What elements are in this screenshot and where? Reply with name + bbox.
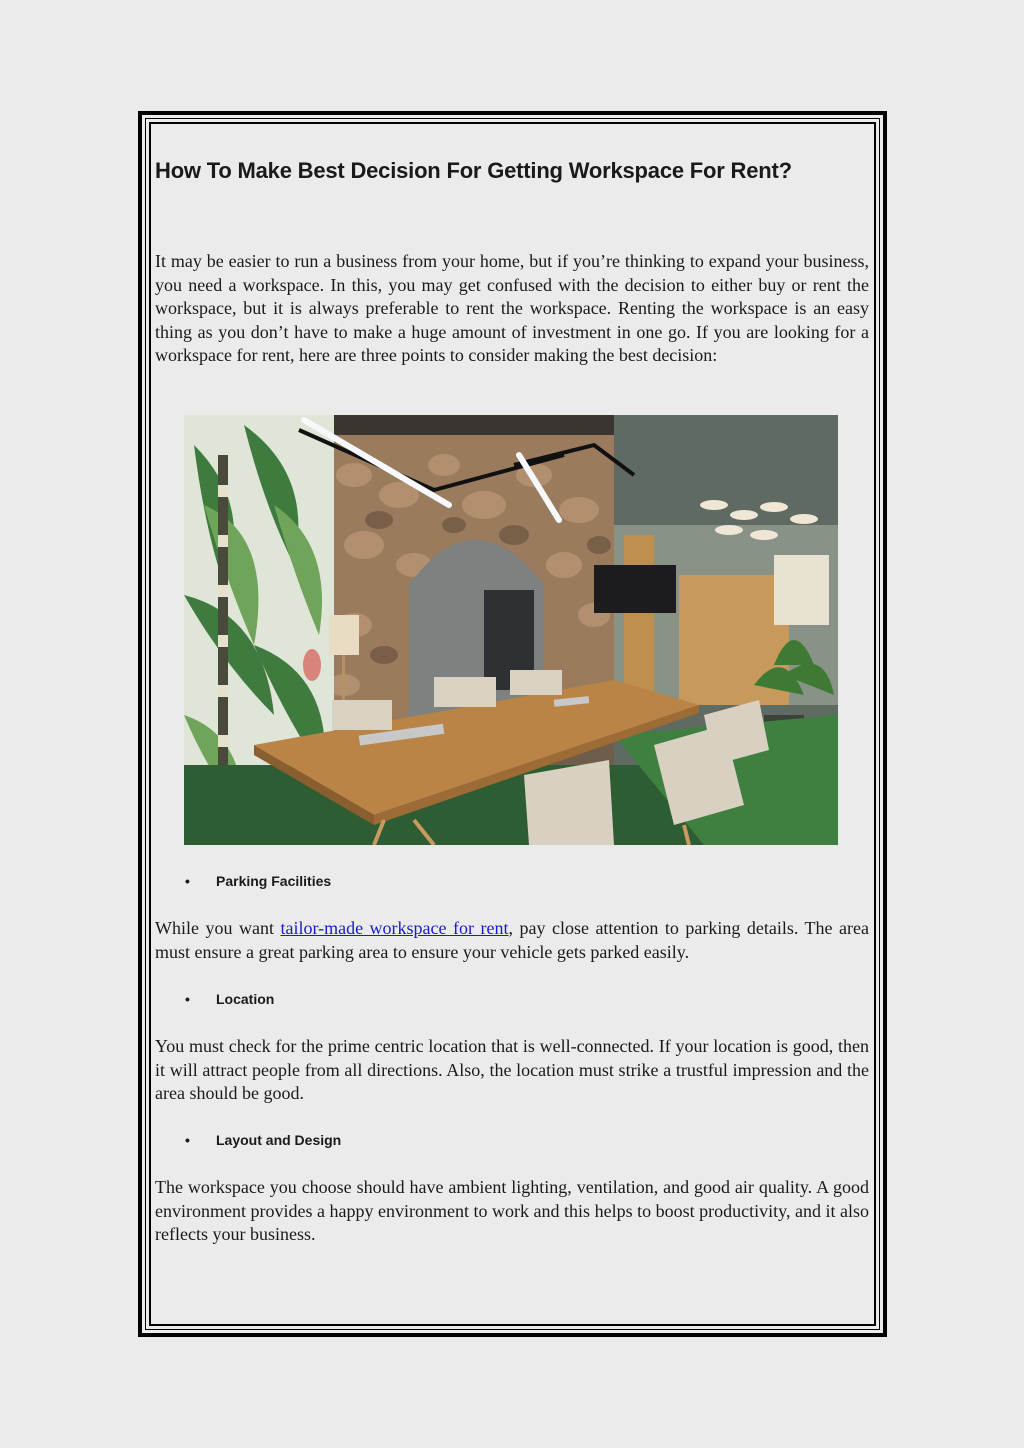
article-title: How To Make Best Decision For Getting Workspace For Rent?	[155, 158, 792, 183]
bullet-layout-and-design	[185, 1132, 341, 1148]
bullet-label: Layout and Design	[216, 1132, 342, 1148]
parking-text-start: While you want	[155, 918, 281, 938]
parking-text-end: , pay close attention to parking details. The area must ensure a great parking area to ensure your vehicle gets parked easily.	[155, 918, 869, 962]
bullet-glyph: •	[185, 1132, 190, 1148]
meeting-room-photo	[184, 415, 838, 845]
location-paragraph: You must check for the prime centric location that is well-connected. If your location is good, then it will attract people from all directions. Also, the location must strike a trustful impression and the area should be good.	[155, 1036, 869, 1103]
layout-paragraph: The workspace you choose should have ambient lighting, ventilation, and good air quality. A good environment provides a happy environment to work and this helps to boost productivity, and it also reflects your business.	[155, 1177, 869, 1244]
bullet-location	[185, 991, 274, 1007]
bullet-glyph: •	[185, 991, 190, 1007]
bullet-label: Location	[216, 991, 275, 1007]
tailor-made-workspace-link[interactable]: tailor-made workspace for rent	[280, 918, 509, 938]
bullet-glyph: •	[185, 873, 190, 889]
parking-paragraph	[155, 917, 869, 964]
bullet-parking-facilities	[185, 873, 331, 889]
bullet-label: Parking Facilities	[216, 873, 332, 889]
intro-paragraph: It may be easier to run a business from your home, but if you’re thinking to expand your business, you need a workspace. In this, you may get confused with the decision to either buy or rent the workspace, but it is always preferable to rent the workspace. Renting the workspace is an easy thing as you don’t have to make a huge amount of investment in one go. If you are looking for a workspace for rent, here are three points to consider making the best decision:	[155, 251, 869, 365]
